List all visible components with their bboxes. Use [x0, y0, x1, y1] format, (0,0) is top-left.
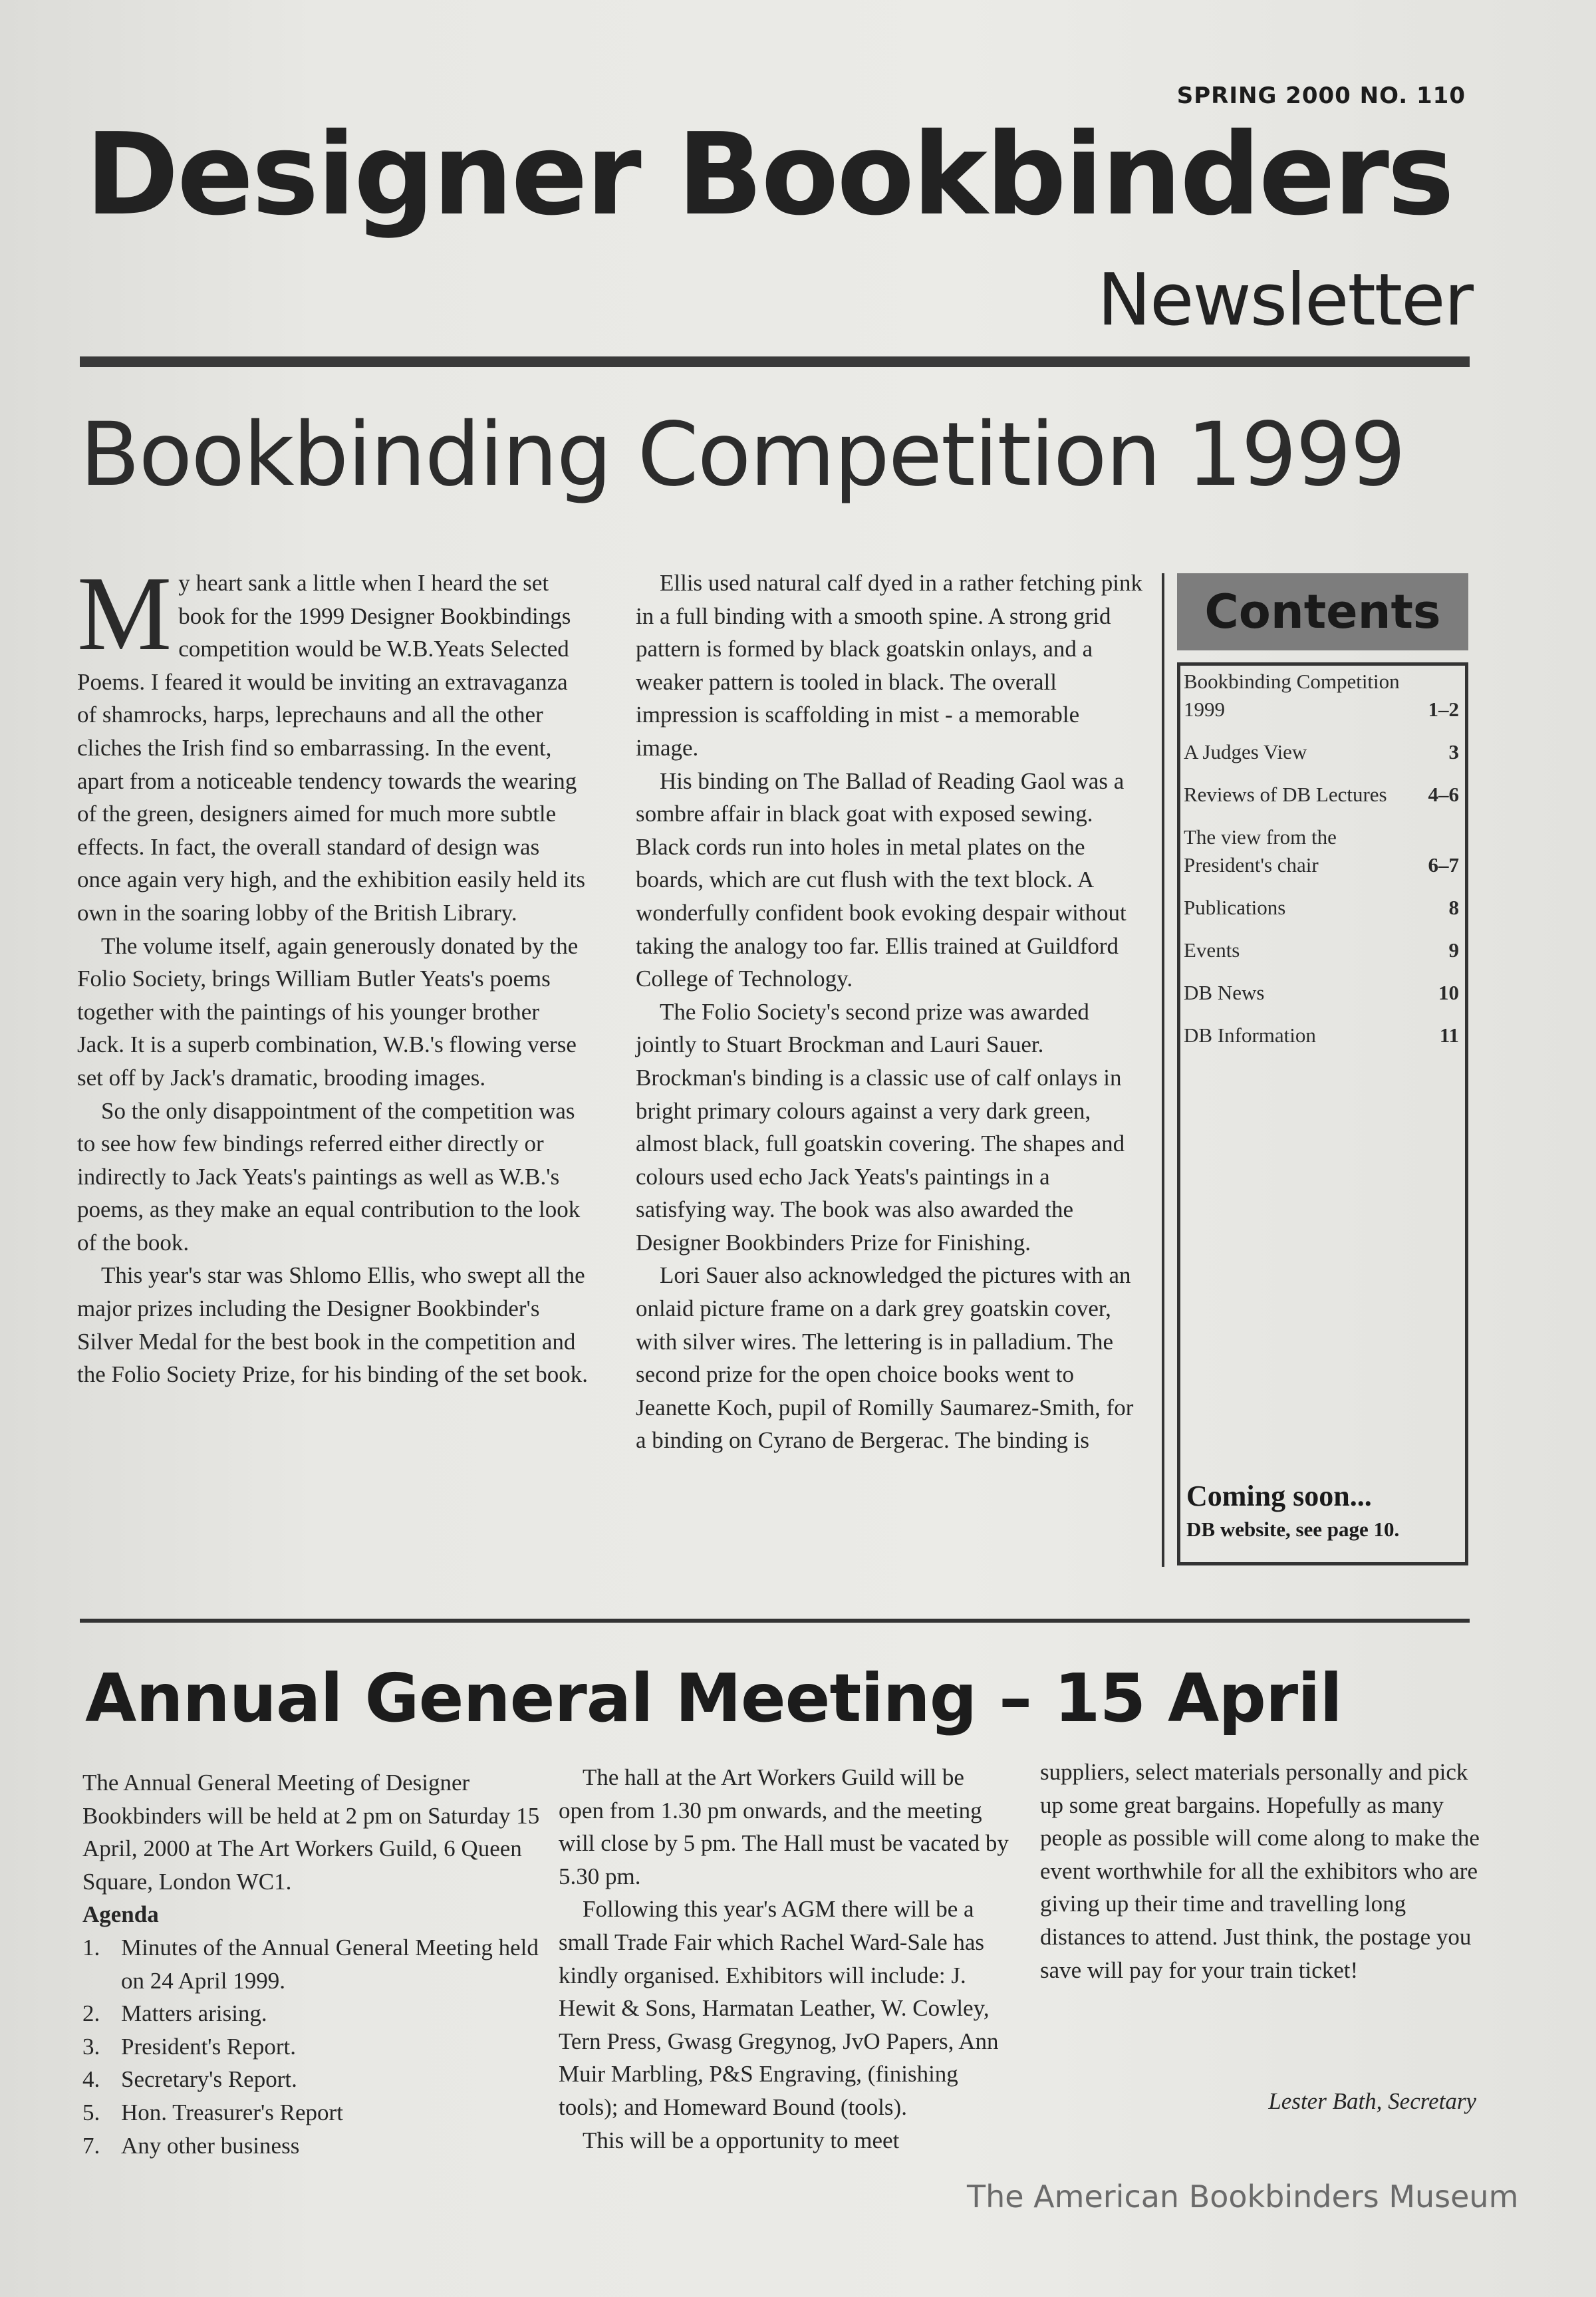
- contents-item[interactable]: Reviews of DB Lectures 4–6: [1184, 783, 1459, 806]
- agenda-item: 5. Hon. Treasurer's Report: [82, 2099, 343, 2125]
- contents-item[interactable]: Events 9: [1184, 938, 1459, 962]
- contents-item[interactable]: A Judges View 3: [1184, 740, 1459, 763]
- agenda-list: [82, 1931, 548, 2162]
- agenda-item: 1. Minutes of the Annual General Meeting held on 24 April 1999.: [82, 1934, 539, 1994]
- drop-cap: M: [77, 554, 172, 672]
- agm-paragraph: This will be a opportunity to meet: [583, 2127, 900, 2153]
- masthead-title: Designer Bookbinders: [85, 109, 1453, 241]
- agm-column-1: [82, 1766, 548, 2162]
- article-paragraph: This year's star was Shlomo Ellis, who swept all the major prizes including the Designer Bookbinder's Silver Medal for the best book in the competition and the Folio Society Prize, for his binding of the set book.: [77, 1262, 588, 1388]
- issue-label: SPRING 2000 NO. 110: [1176, 82, 1466, 109]
- column-divider: [1162, 573, 1164, 1567]
- article-paragraph: His binding on The Ballad of Reading Gaol was a sombre affair in black goat with exposed sewing. Black cords run into holes in metal plates on the boards, which are cut flush with the text block. A wonderfully confident book evoking despair without taking the analogy too far. Ellis trained at Guildford College of Technology.: [636, 767, 1127, 992]
- contents-list: [1184, 668, 1459, 1064]
- article-headline: Bookbinding Competition 1999: [80, 404, 1405, 506]
- agm-paragraph: suppliers, select materials personally and pick up some great bargains. Hopefully as many people as possible will come along to make the event worthwhile for all the exhibitors who are giving up their time and travelling long distances to attend. Just think, the postage you save will pay for your train ticket!: [1040, 1759, 1480, 1983]
- contents-heading: Contents: [1177, 573, 1468, 650]
- signature: Lester Bath, Secretary: [1268, 2088, 1476, 2114]
- coming-soon-heading: Coming soon...: [1186, 1480, 1372, 1512]
- article-paragraph: My heart sank a little when I heard the set book for the 1999 Designer Bookbindings competition would be W.B.Yeats Selected Poems. I feared it would be inviting an extravaganza of shamrocks, harps, leprechauns and all the other cliches the Irish find so embarrassing. In the event, apart from a noticeable tendency towards the wearing of the green, designers aimed for much more subtle effects. In fact, the overall standard of design was once again very high, and the exhibition easily held its own in the soaring lobby of the British Library.: [77, 554, 585, 926]
- agenda-heading: Agenda: [82, 1901, 159, 1928]
- article-paragraph: The volume itself, again generously donated by the Folio Society, brings William Butler Yeats's poems together with the paintings of his younger brother Jack. It is a superb combination, W.B.'s flowing verse set off by Jack's dramatic, brooding images.: [77, 932, 579, 1091]
- article-paragraph: Ellis used natural calf dyed in a rather fetching pink in a full binding with a smooth spine. A strong grid pattern is formed by black goatskin onlays, and a weaker pattern is tooled in black. The overall impression is scaffolding in mist - a memorable image.: [636, 570, 1142, 761]
- agm-paragraph: The hall at the Art Workers Guild will be open from 1.30 pm onwards, and the meeting will close by 5 pm. The Hall must be vacated by 5.30 pm.: [559, 1764, 1009, 1889]
- contents-item[interactable]: Publications 8: [1184, 896, 1459, 919]
- agenda-item: 3. President's Report.: [82, 2033, 296, 2060]
- coming-soon-detail: DB website, see page 10.: [1186, 1518, 1400, 1541]
- article-column-2: [636, 567, 1145, 1457]
- agenda-item: 7. Any other business: [82, 2132, 300, 2159]
- contents-item[interactable]: Bookbinding Competition 1999 1–2: [1184, 670, 1459, 721]
- agm-column-2: [559, 1761, 1011, 2157]
- article-paragraph: The Folio Society's second prize was awarded jointly to Stuart Brockman and Lauri Sauer. Brockman's binding is a classic use of calf onlays in bright primary colours against a very dark green, almost black, full goatskin covering. The shapes and colours used echo Jack Yeats's paintings in a satisfying way. The book was also awarded the Designer Bookbinders Prize for Finishing.: [636, 998, 1125, 1256]
- article-paragraph: Lori Sauer also acknowledged the pictures with an onlaid picture frame on a dark grey goatskin cover, with silver wires. The lettering is in palladium. The second prize for the open choice books went to Jeanette Koch, pupil of Romilly Saumarez-Smith, for a binding on Cyrano de Bergerac. The binding is: [636, 1262, 1134, 1454]
- agenda-item: 2. Matters arising.: [82, 2000, 267, 2027]
- article-paragraph: So the only disappointment of the competition was to see how few bindings referred either directly or indirectly to Jack Yeats's paintings as well as W.B.'s poems, as they make an equal contribution to the look of the book.: [77, 1097, 581, 1256]
- masthead-subtitle: Newsletter: [1097, 259, 1472, 342]
- masthead-rule: [80, 356, 1470, 367]
- contents-item[interactable]: DB News 10: [1184, 981, 1459, 1004]
- article-column-1: [77, 554, 589, 1391]
- museum-watermark: The American Bookbinders Museum: [967, 2179, 1519, 2215]
- agenda-item: 4. Secretary's Report.: [82, 2066, 297, 2093]
- agm-headline: Annual General Meeting – 15 April: [85, 1659, 1342, 1737]
- contents-item[interactable]: The view from the President's chair 6–7: [1184, 825, 1459, 877]
- contents-item[interactable]: DB Information 11: [1184, 1023, 1459, 1047]
- agm-paragraph: Following this year's AGM there will be a small Trade Fair which Rachel Ward-Sale has kindly organised. Exhibitors will include: J. Hewit & Sons, Harmatan Leather, W. Cowley, Tern Press, Gwasg Gregynog, JvO Papers, Ann Muir Marbling, P&S Engraving, (finishing tools); and Homeward Bound (tools).: [559, 1896, 999, 2120]
- agm-intro: The Annual General Meeting of Designer Bookbinders will be held at 2 pm on Saturday 15 April, 2000 at The Art Workers Guild, 6 Queen Square, London WC1.: [82, 1770, 540, 1895]
- agm-column-3: [1040, 1756, 1486, 1986]
- section-rule: [80, 1619, 1470, 1623]
